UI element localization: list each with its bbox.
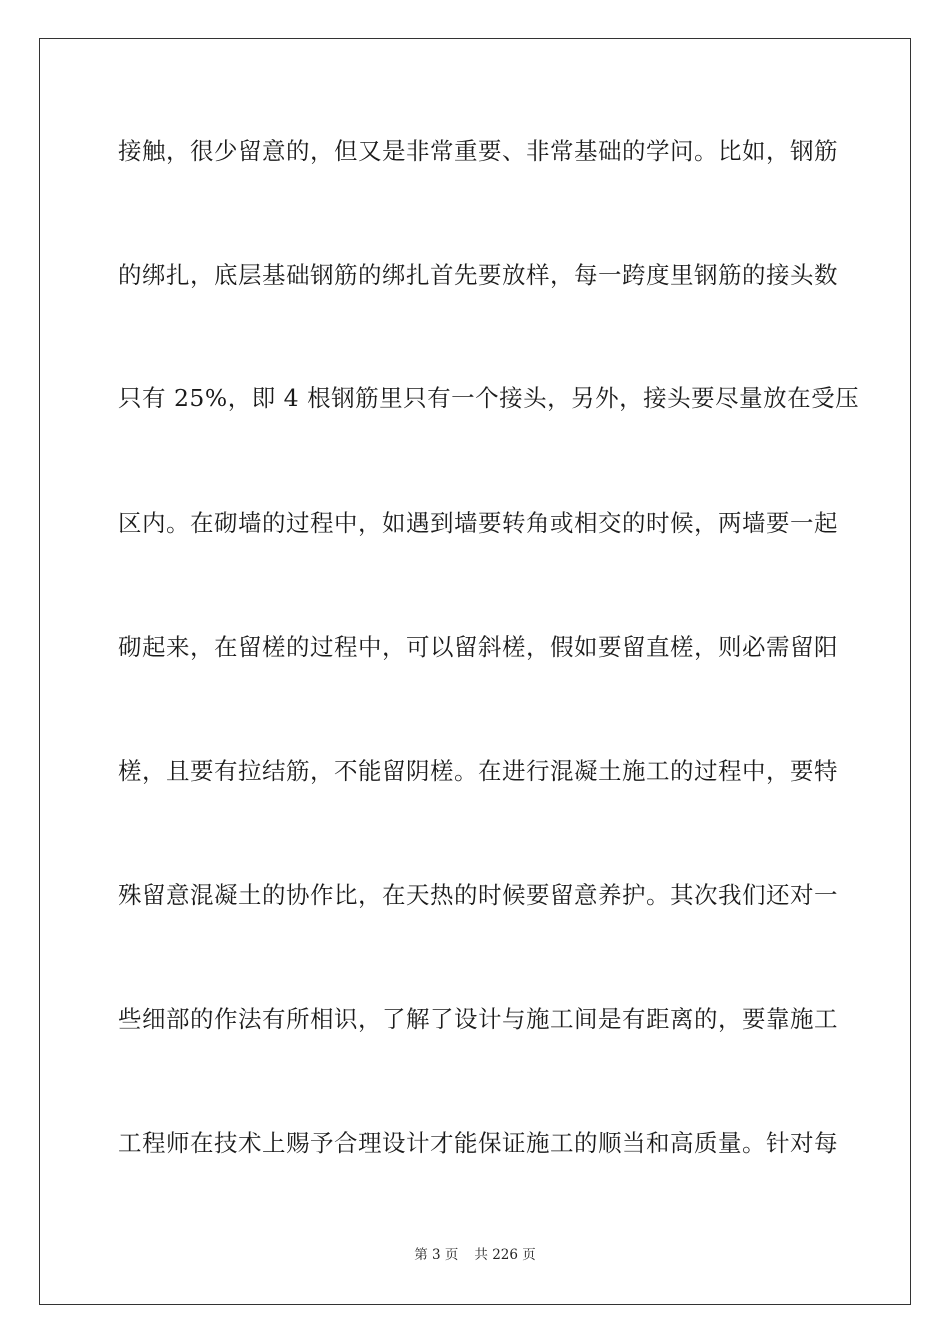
paragraph-line: 工程师在技术上赐予合理设计才能保证施工的顺当和高质量。针对每: [118, 1129, 838, 1157]
page-footer: [0, 1246, 950, 1264]
paragraph-line: 槎，且要有拉结筋，不能留阴槎。在进行混凝土施工的过程中，要特: [118, 757, 838, 785]
paragraph-line: 的绑扎，底层基础钢筋的绑扎首先要放样，每一跨度里钢筋的接头数: [118, 261, 838, 289]
page-border: [39, 38, 911, 1305]
paragraph-line: 区内。在砌墙的过程中，如遇到墙要转角或相交的时候，两墙要一起: [118, 509, 838, 537]
paragraph-line: 砌起来，在留槎的过程中，可以留斜槎，假如要留直槎，则必需留阳: [118, 633, 838, 661]
paragraph-line: 接触，很少留意的，但又是非常重要、非常基础的学问。比如，钢筋: [118, 137, 838, 165]
paragraph-line: 只有 25%，即 4 根钢筋里只有一个接头，另外，接头要尽量放在受压: [118, 384, 860, 412]
paragraph-line: 殊留意混凝土的协作比，在天热的时候要留意养护。其次我们还对一: [118, 881, 838, 909]
paragraph-line: 些细部的作法有所相识，了解了设计与施工间是有距离的，要靠施工: [118, 1005, 838, 1033]
page-number: 第 3 页: [414, 1247, 459, 1263]
page-total: 共 226 页: [474, 1247, 536, 1263]
